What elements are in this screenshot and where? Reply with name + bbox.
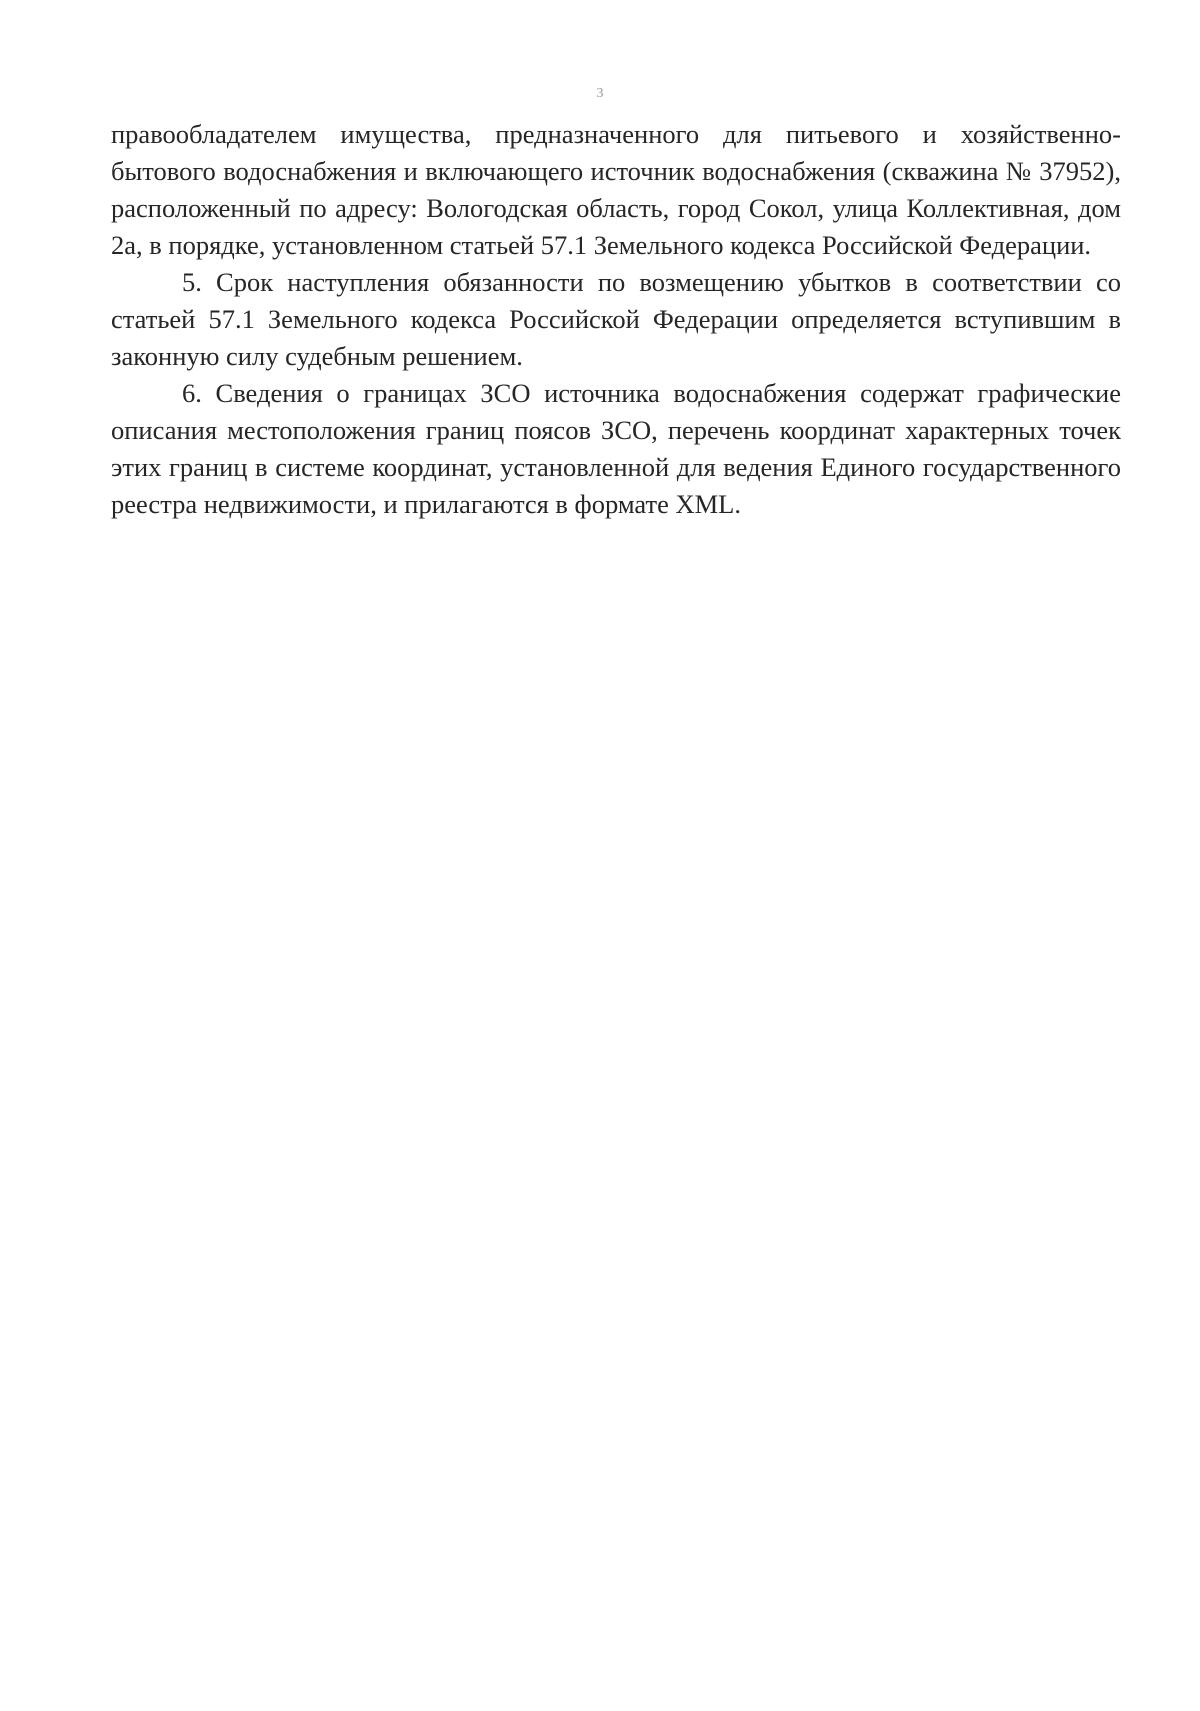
paragraph-continuation: правообладателем имущества, предназначенного для питьевого и хозяйственно-бытового водоснабжения и включающего источник водоснабжения (скважина № 37952), расположенный по адресу: Вологодская область, город Сокол, улица Коллективная, дом 2а, в порядке, установленном статьей 57.1 Земельного кодекса Российской Федерации. xyxy=(111,119,1121,260)
page-number: 3 xyxy=(596,86,604,101)
paragraph-item-5: 5. Срок наступления обязанности по возмещению убытков в соответствии со статьей 57.1 Земельного кодекса Российской Федерации определяется вступившим в законную силу судебным решением. xyxy=(111,267,1121,371)
document-body xyxy=(111,116,1121,523)
paragraph-item-6: 6. Сведения о границах ЗСО источника водоснабжения содержат графические описания местоположения границ поясов ЗСО, перечень координат характерных точек этих границ в системе координат, установленной для ведения Единого государственного реестра недвижимости, и прилагаются в формате XML. xyxy=(111,378,1121,519)
